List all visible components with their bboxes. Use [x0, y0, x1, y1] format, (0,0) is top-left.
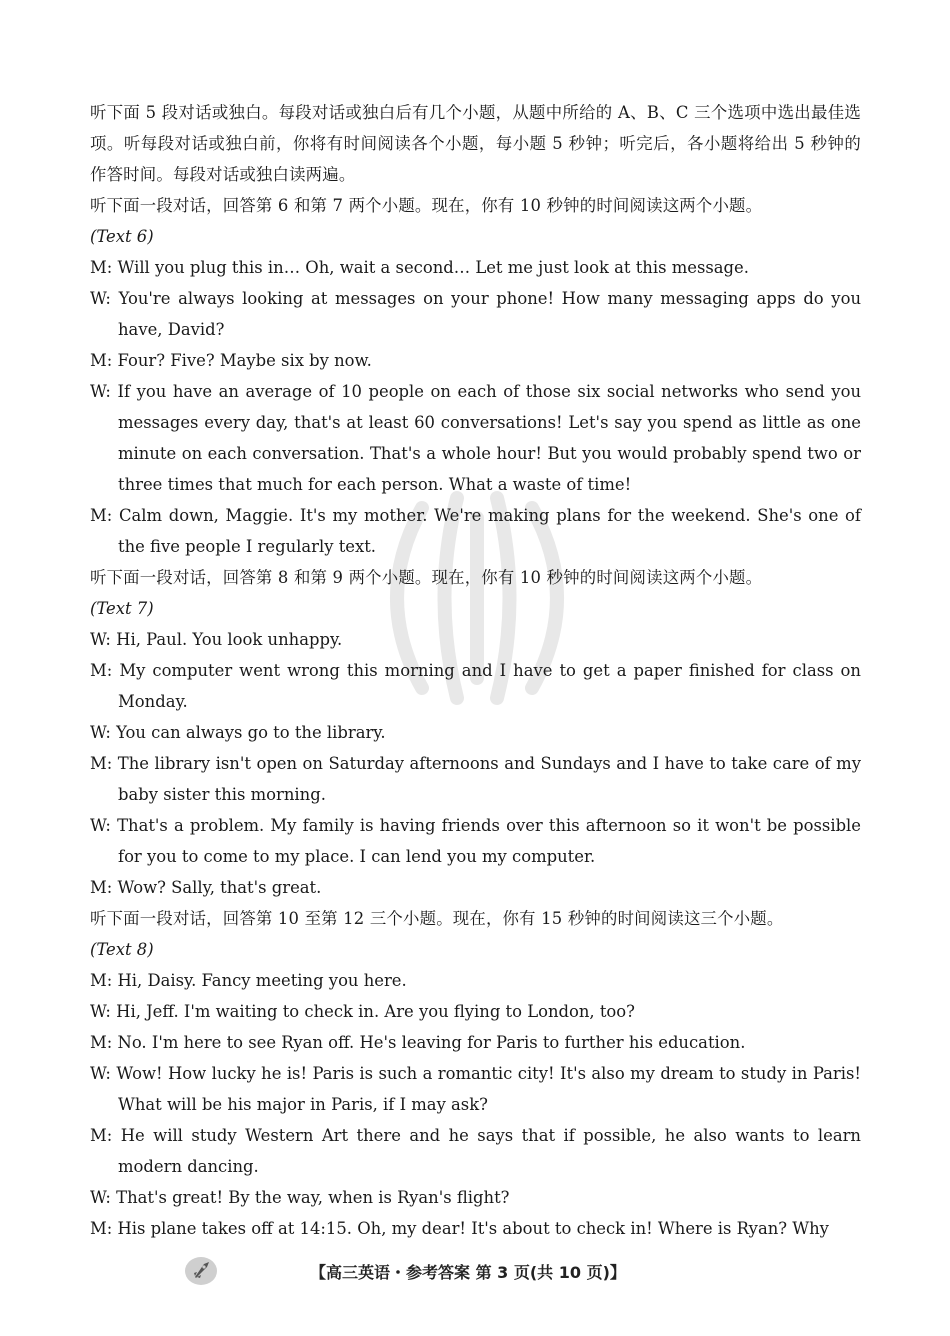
footer-page-info: 【高三英语・参考答案 第 3 页(共 10 页)】 [310, 1263, 626, 1282]
listening-instructions: 听下面 5 段对话或独白。每段对话或独白后有几个小题，从题中所给的 A、B、C 三个选项中选出最佳选项。听每段对话或独白前，你将有时间阅读各个小题，每小题 5 秒钟；听完后，各小题将给出 5 秒钟的作答时间。每段对话或独白读两遍。 [90, 103, 861, 184]
dialogue-line: M: He will study Western Art there and he says that if possible, he also wants to learn modern dancing. [90, 1126, 861, 1176]
dialogue-line: M: Will you plug this in… Oh, wait a second… Let me just look at this message. [90, 258, 749, 277]
document-body [90, 97, 861, 1244]
text-label: (Text 6) [90, 227, 154, 246]
dialogue-line: M: Wow? Sally, that's great. [90, 878, 322, 897]
dialogue-line: W: Wow! How lucky he is! Paris is such a romantic city! It's also my dream to study in Paris! What will be his major in Paris, if I may ask? [90, 1064, 861, 1114]
dialogue-line: W: That's a problem. My family is having friends over this afternoon so it won't be possible for you to come to my place. I can lend you my computer. [90, 816, 861, 866]
dialogue-line: W: If you have an average of 10 people on each of those six social networks who send you messages every day, that's at least 60 conversations! Let's say you spend as little as one minute on each conversation. That's a whole hour! But you would probably spend two or three times that much for each person. What a waste of time! [90, 382, 861, 494]
page-footer [0, 1256, 950, 1288]
text-label: (Text 8) [90, 940, 154, 959]
dialogue-line: W: You're always looking at messages on your phone! How many messaging apps do you have, David? [90, 289, 861, 339]
dialogue-line: M: My computer went wrong this morning and I have to get a paper finished for class on Monday. [90, 661, 861, 711]
dialogue-line: W: Hi, Paul. You look unhappy. [90, 630, 343, 649]
section-prompt: 听下面一段对话，回答第 8 和第 9 两个小题。现在，你有 10 秒钟的时间阅读这两个小题。 [90, 568, 763, 587]
dialogue-line: W: Hi, Jeff. I'm waiting to check in. Are you flying to London, too? [90, 1002, 635, 1021]
dialogue-line: M: The library isn't open on Saturday afternoons and Sundays and I have to take care of my baby sister this morning. [90, 754, 861, 804]
dialogue-line: W: You can always go to the library. [90, 723, 386, 742]
dialogue-line: M: Calm down, Maggie. It's my mother. We're making plans for the weekend. She's one of the five people I regularly text. [90, 506, 861, 556]
dialogue-line: M: Four? Five? Maybe six by now. [90, 351, 372, 370]
section-prompt: 听下面一段对话，回答第 6 和第 7 两个小题。现在，你有 10 秒钟的时间阅读这两个小题。 [90, 196, 763, 215]
rocket-icon [184, 1256, 218, 1286]
dialogue-line: W: That's great! By the way, when is Ryan's flight? [90, 1188, 510, 1207]
dialogue-line: M: His plane takes off at 14:15. Oh, my dear! It's about to check in! Where is Ryan? Why [90, 1219, 829, 1238]
section-prompt: 听下面一段对话，回答第 10 至第 12 三个小题。现在，你有 15 秒钟的时间阅读这三个小题。 [90, 909, 784, 928]
text-label: (Text 7) [90, 599, 154, 618]
dialogue-line: M: No. I'm here to see Ryan off. He's leaving for Paris to further his education. [90, 1033, 746, 1052]
dialogue-line: M: Hi, Daisy. Fancy meeting you here. [90, 971, 407, 990]
